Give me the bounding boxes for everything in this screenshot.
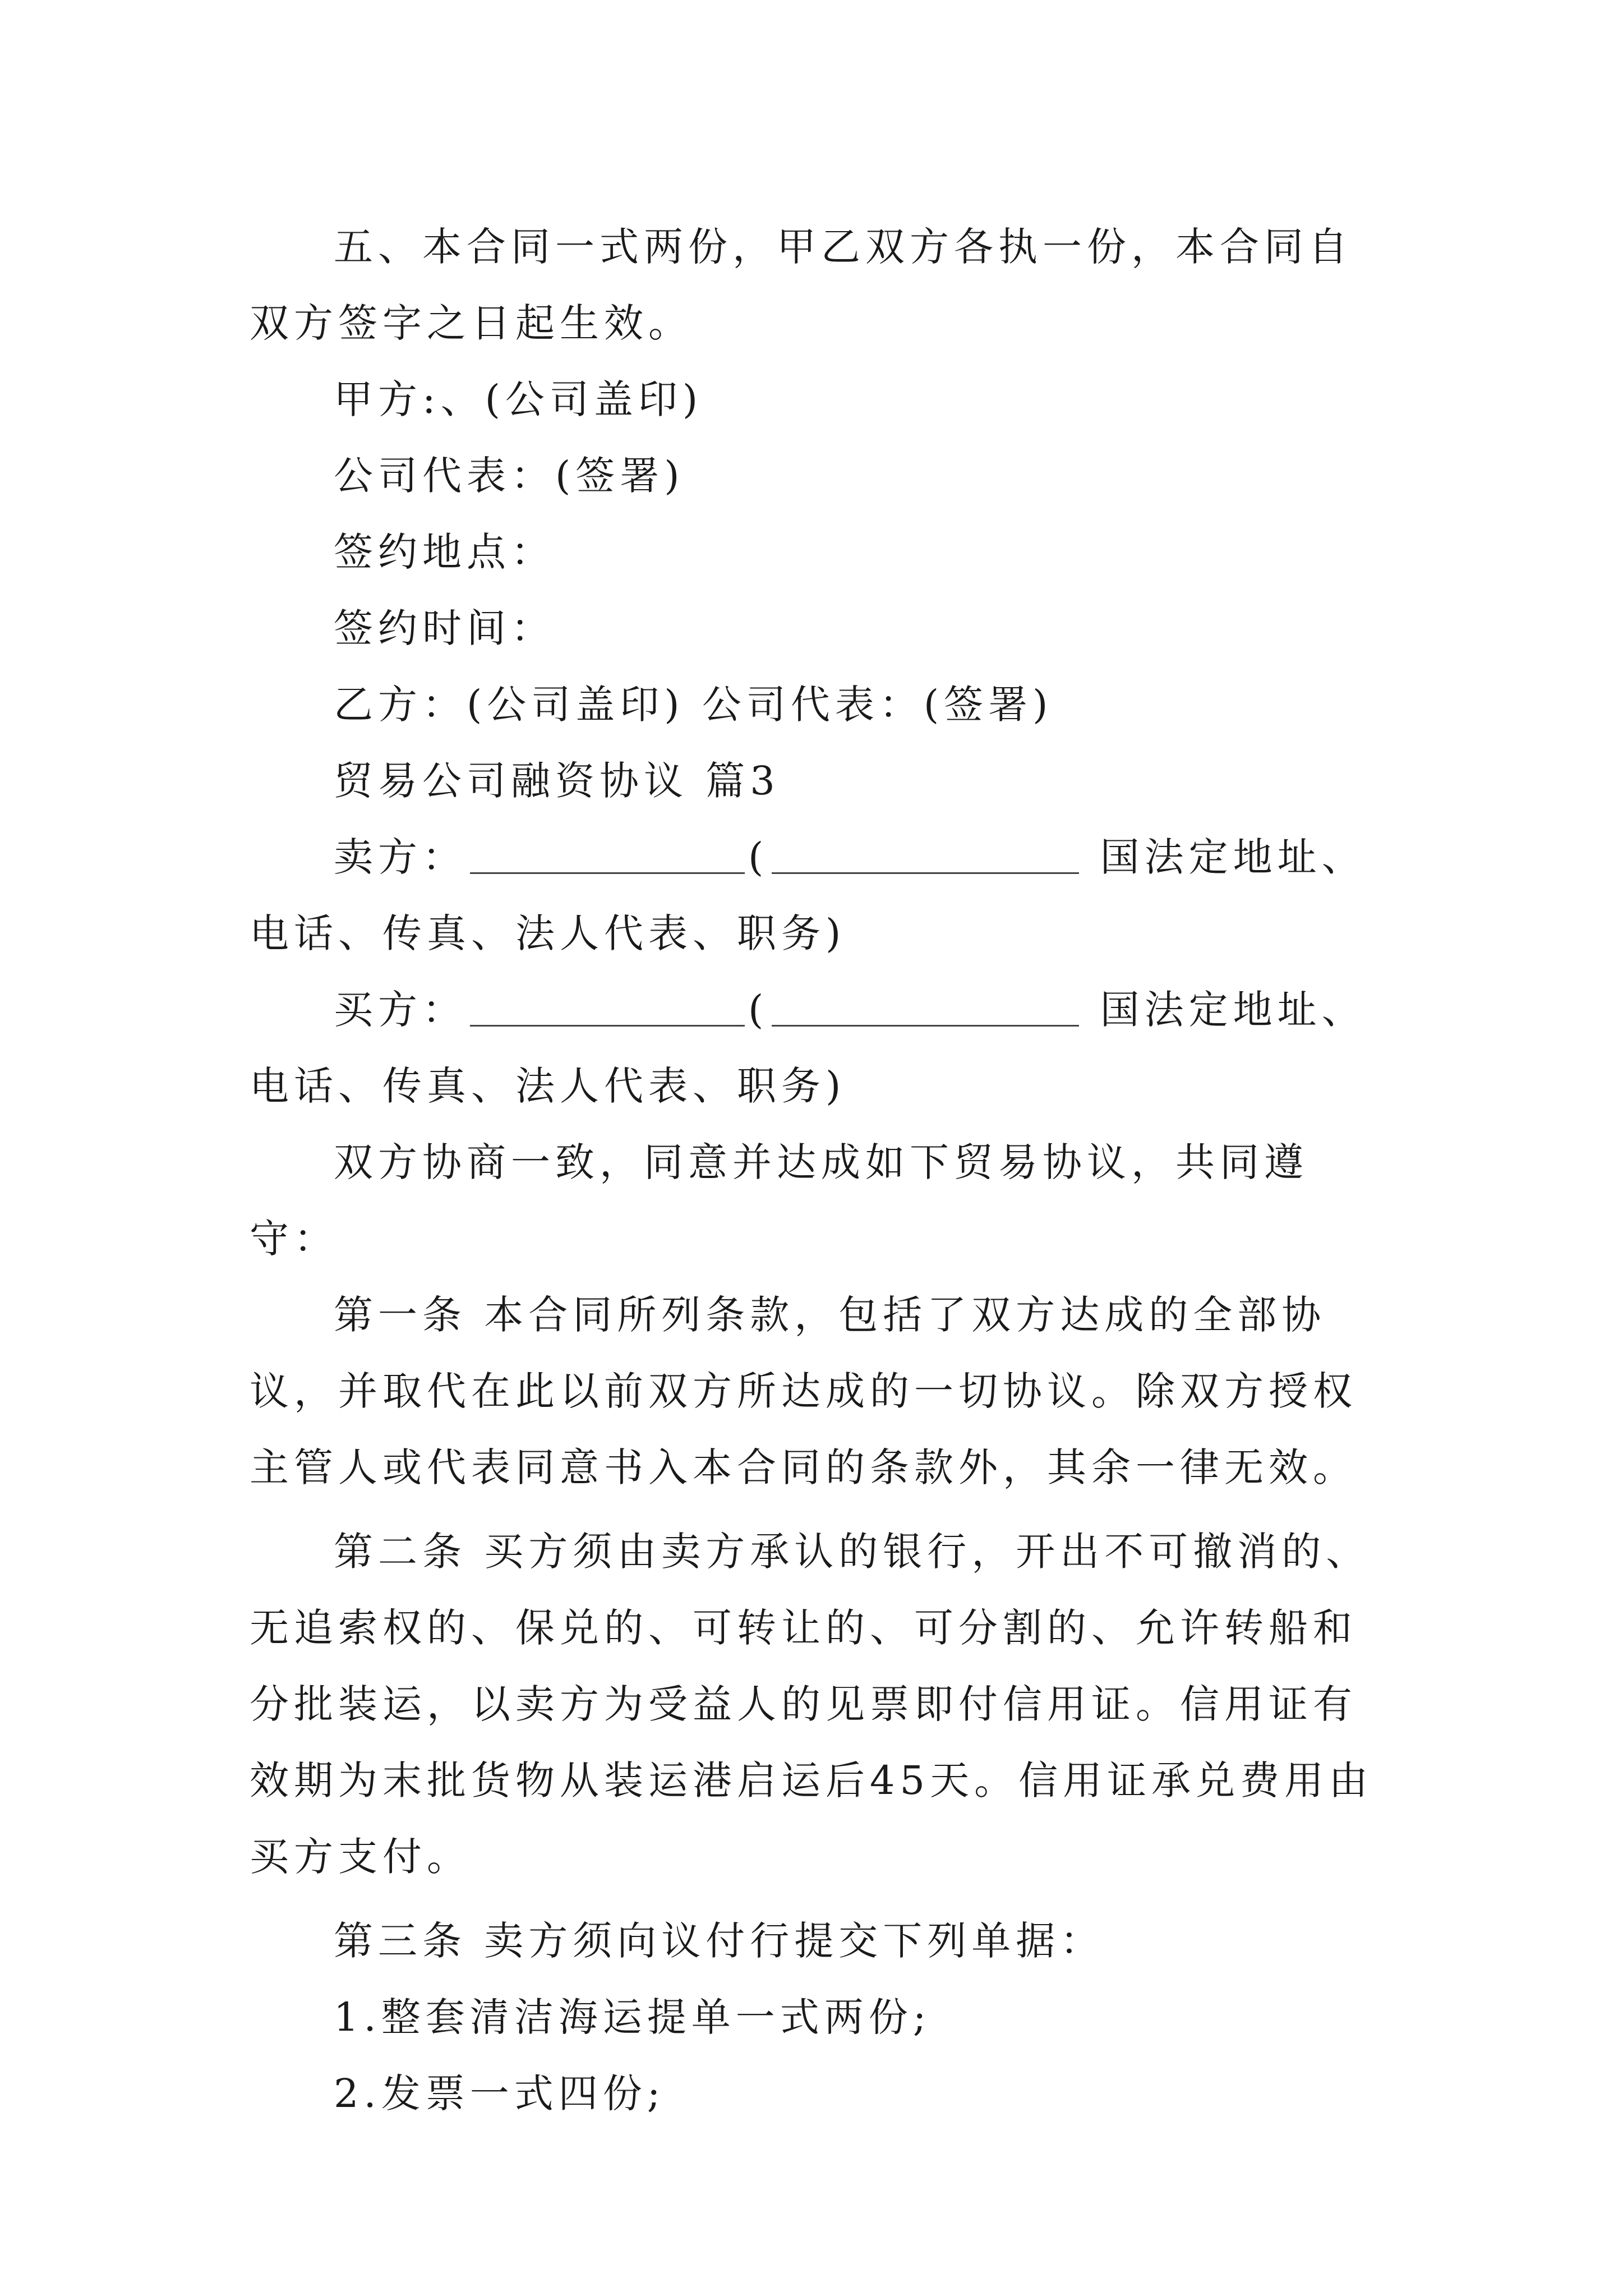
party-a-line: 甲方:、(公司盖印) [334, 376, 703, 422]
section-heading: 贸易公司融资协议 篇3 [334, 758, 780, 804]
seller-open-paren: ( [748, 834, 769, 880]
buyer-details: 国法定地址、电话、传真、法人代表、职务) [250, 987, 1366, 1109]
article-one: 第一条 本合同所列条款，包括了双方达成的全部协议，并取代在此以前双方所达成的一切协议。除双方授权主管人或代表同意书入本合同的条款外，其余一律无效。 [250, 1292, 1357, 1490]
agreement-intro: 双方协商一致，同意并达成如下贸易协议，共同遵守： [250, 1139, 1308, 1262]
signing-time-line: 签约时间： [334, 605, 555, 651]
seller-line [250, 819, 1382, 972]
buyer-line [250, 972, 1382, 1124]
document-item-2: 2.发票一式四份; [334, 2070, 666, 2116]
buyer-name-blank [470, 991, 745, 1027]
seller-country-blank [772, 839, 1079, 874]
buyer-label: 买方： [334, 987, 467, 1033]
party-b-line: 乙方：(公司盖印) 公司代表：(签署) [334, 682, 1053, 728]
article-three: 第三条 卖方须向议付行提交下列单据： [334, 1918, 1105, 1964]
buyer-country-blank [772, 991, 1079, 1027]
seller-details: 国法定地址、电话、传真、法人代表、职务) [250, 834, 1366, 956]
company-representative-line: 公司代表：(签署) [334, 453, 685, 499]
clause-five: 五、本合同一式两份，甲乙双方各执一份，本合同自双方签字之日起生效。 [250, 224, 1353, 346]
signing-place-line: 签约地点： [334, 529, 555, 575]
seller-name-blank [470, 839, 745, 874]
article-two: 第二条 买方须由卖方承认的银行，开出不可撤消的、无追索权的、保兑的、可转让的、可分割的、允许转船和分批装运，以卖方为受益人的见票即付信用证。信用证有效期为末批货物从装运港启运后45天。信用证承兑费用由买方支付。 [250, 1529, 1373, 1880]
document-item-1: 1.整套清洁海运提单一式两份; [334, 1994, 932, 2040]
seller-label: 卖方： [334, 834, 467, 880]
document-body [250, 209, 1382, 2132]
buyer-open-paren: ( [748, 987, 769, 1033]
